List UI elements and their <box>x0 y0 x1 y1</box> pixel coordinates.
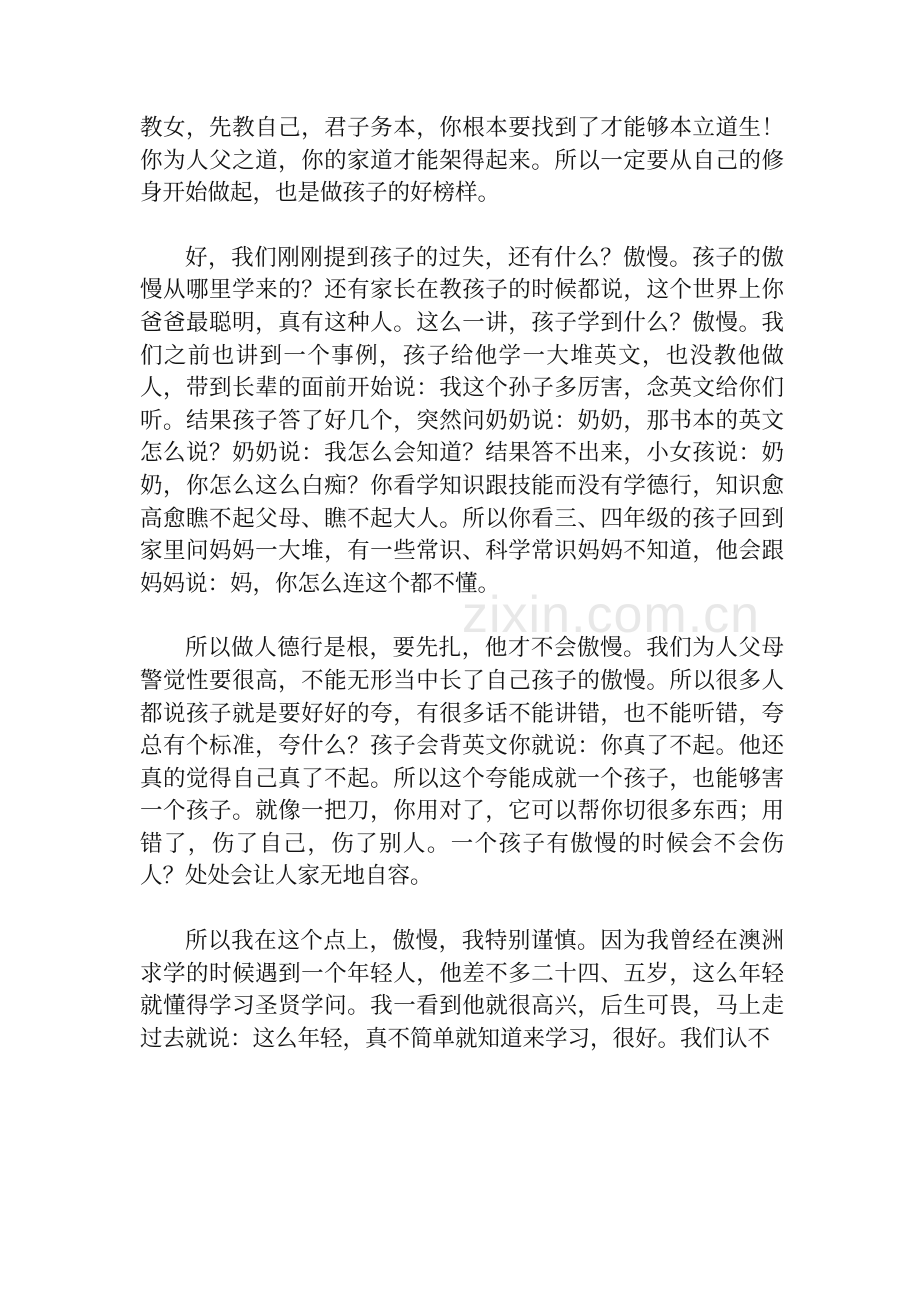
watermark: zixin.com.cn <box>462 586 761 644</box>
paragraph-3: 所以做人德行是根，要先扎，他才不会傲慢。我们为人父母警觉性要很高，不能无形当中长了自己孩子的傲慢。所以很多人都说孩子就是要好好的夸，有很多话不能讲错，也不能听错，夸总有个标准，夸什么？孩子会背英文你就说：你真了不起。他还真的觉得自己真了不起。所以这个夸能成就一个孩子，也能够害一个孩子。就像一把刀，你用对了，它可以帮你切很多东西；用错了，伤了自己，伤了别人。一个孩子有傲慢的时候会不会伤人？处处会让人家无地自容。 <box>140 635 784 890</box>
document-body <box>140 112 784 1087</box>
paragraph-1: 教女，先教自己，君子务本，你根本要找到了才能够本立道生！你为人父之道，你的家道才能架得起来。所以一定要从自己的修身开始做起，也是做孩子的好榜样。 <box>140 115 784 207</box>
paragraph-4: 所以我在这个点上，傲慢，我特别谨慎。因为我曾经在澳洲求学的时候遇到一个年轻人，他差不多二十四、五岁，这么年轻就懂得学习圣贤学问。我一看到他就很高兴，后生可畏，马上走过去就说：这么年轻，真不简单就知道来学习，很好。我们认不 <box>140 928 784 1052</box>
paragraph-2: 好，我们刚刚提到孩子的过失，还有什么？傲慢。孩子的傲慢从哪里学来的？还有家长在教孩子的时候都说，这个世界上你爸爸最聪明，真有这种人。这么一讲，孩子学到什么？傲慢。我们之前也讲到一个事例，孩子给他学一大堆英文，也没教他做人，带到长辈的面前开始说：我这个孙子多厉害，念英文给你们听。结果孩子答了好几个，突然问奶奶说：奶奶，那书本的英文怎么说？奶奶说：我怎么会知道？结果答不出来，小女孩说：奶奶，你怎么这么白痴？你看学知识跟技能而没有学德行，知识愈高愈瞧不起父母、瞧不起大人。所以你看三、四年级的孩子回到家里问妈妈一大堆，有一些常识、科学常识妈妈不知道，他会跟妈妈说：妈，你怎么连这个都不懂。 <box>140 244 784 597</box>
